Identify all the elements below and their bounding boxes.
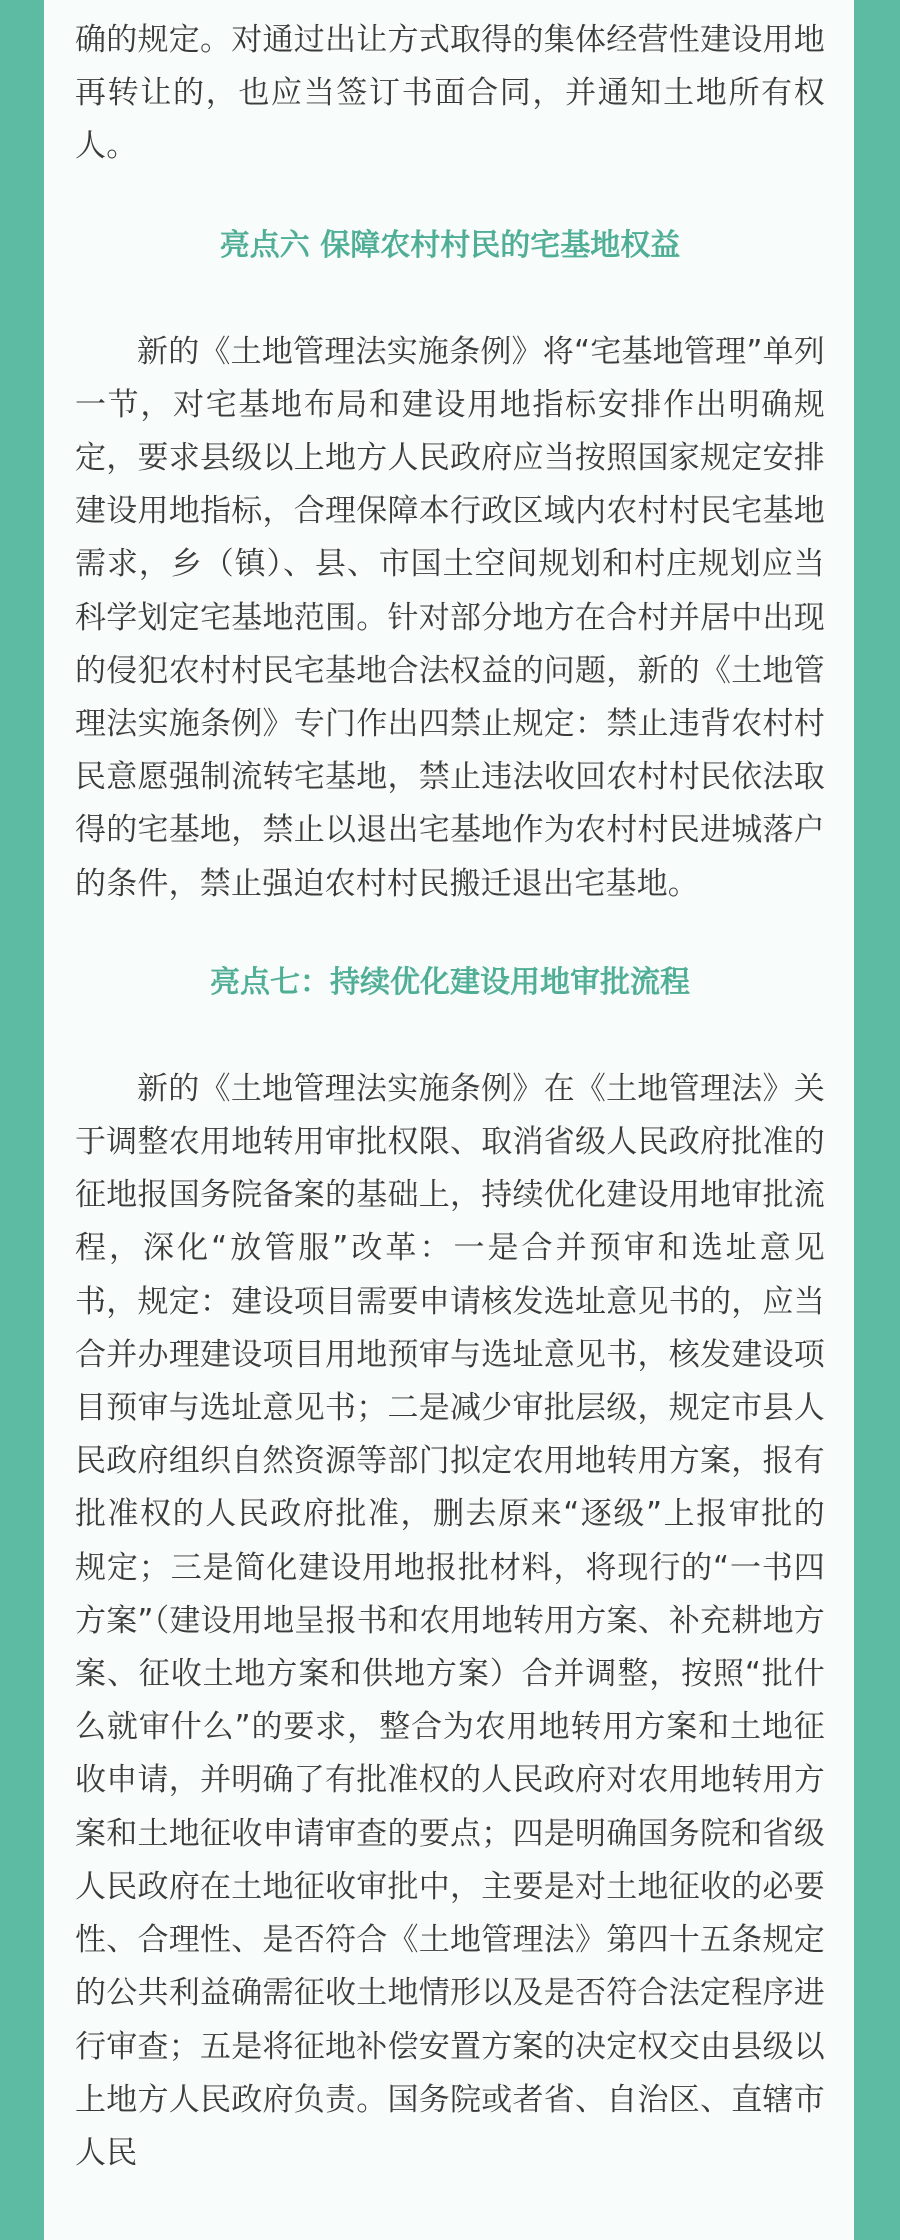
section-body-7: 新的《土地管理法实施条例》在《土地管理法》关于调整农用地转用审批权限、取消省级人民政府批准的征地报国务院备案的基础上，持续优化建设用地审批流程，深化“放管服”改革：一是合并预审和选址意见书，规定：建设项目需要申请核发选址意见书的，应当合并办理建设项目用地预审与选址意见书，核发建设项目预审与选址意见书；二是减少审批层级，规定市县人民政府组织自然资源等部门拟定农用地转用方案，报有批准权的人民政府批准，删去原来“逐级”上报审批的规定；三是简化建设用地报批材料，将现行的“一书四方案”（建设用地呈报书和农用地转用方案、补充耕地方案、征收土地方案和供地方案）合并调整，按照“批什么就审什么”的要求，整合为农用地转用方案和土地征收申请，并明确了有批准权的人民政府对农用地转用方案和土地征收申请审查的要点；四是明确国务院和省级人民政府在土地征收审批中，主要是对土地征收的必要性、合理性、是否符合《土地管理法》第四十五条规定的公共利益确需征收土地情形以及是否符合法定程序进行审查；五是将征地补偿安置方案的决定权交由县级以上地方人民政府负责。国务院或者省、自治区、直辖市人民 xyxy=(75,1070,825,2171)
section-heading-7: 亮点七：持续优化建设用地审批流程 xyxy=(210,964,690,1000)
intro-paragraph: 确的规定。对通过出让方式取得的集体经营性建设用地再转让的，也应当签订书面合同，并通知土地所有权人。 xyxy=(75,22,825,165)
section-heading-6: 亮点六 保障农村村民的宅基地权益 xyxy=(219,227,681,263)
section-body-6: 新的《土地管理法实施条例》将“宅基地管理”单列一节，对宅基地布局和建设用地指标安排作出明确规定，要求县级以上地方人民政府应当按照国家规定安排建设用地指标，合理保障本行政区域内农村村民宅基地需求，乡（镇）、县、市国土空间规划和村庄规划应当科学划定宅基地范围。针对部分地方在合村并居中出现的侵犯农村村民宅基地合法权益的问题，新的《土地管理法实施条例》专门作出四禁止规定：禁止违背农村村民意愿强制流转宅基地，禁止违法收回农村村民依法取得的宅基地，禁止以退出宅基地作为农村村民进城落户的条件，禁止强迫农村村民搬迁退出宅基地。 xyxy=(75,333,825,902)
article-card xyxy=(44,0,854,2240)
article-content xyxy=(75,14,825,2180)
